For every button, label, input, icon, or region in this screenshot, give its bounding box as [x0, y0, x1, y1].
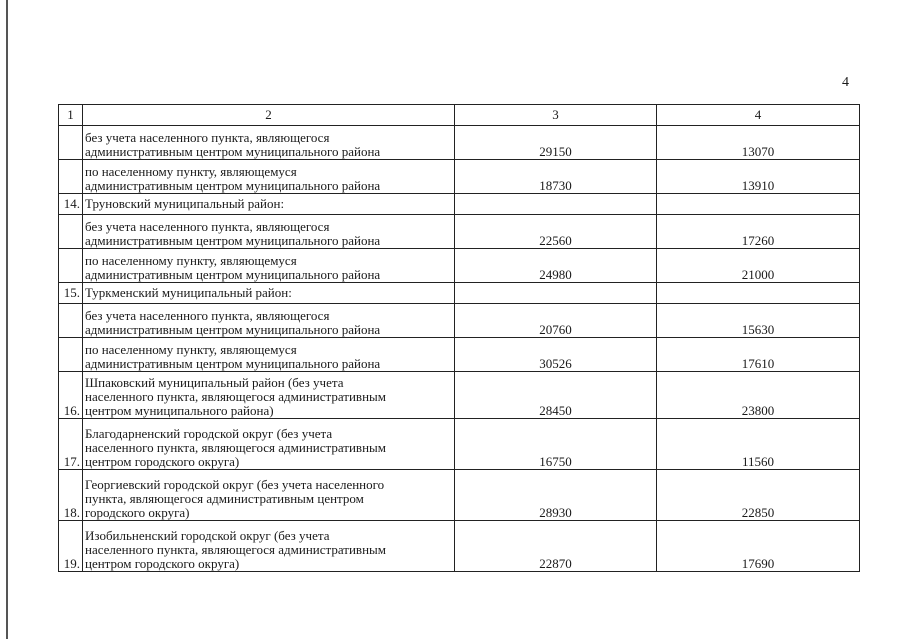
row-description-line: без учета населенного пункта, являющегося: [85, 308, 330, 323]
row-value-col-3: 22560: [455, 215, 657, 249]
row-description: [83, 372, 455, 419]
row-description-line: центром городского округа): [85, 556, 240, 571]
table-row: [59, 249, 860, 283]
row-description: [83, 419, 455, 470]
row-number: 15.: [59, 283, 83, 304]
row-number: [59, 304, 83, 338]
row-description-line: административным центром муниципального района: [85, 233, 381, 248]
header-col-3: 3: [455, 105, 657, 126]
row-value-col-4: 13070: [657, 126, 860, 160]
row-value-col-4: 11560: [657, 419, 860, 470]
row-value-col-4: 23800: [657, 372, 860, 419]
row-description: [83, 304, 455, 338]
row-value-col-3: [455, 283, 657, 304]
row-description-line: по населенному пункту, являющемуся: [85, 342, 297, 357]
header-col-2: 2: [83, 105, 455, 126]
row-value-col-4: 13910: [657, 160, 860, 194]
row-value-col-4: 17610: [657, 338, 860, 372]
row-value-col-3: 29150: [455, 126, 657, 160]
row-description-line: по населенному пункту, являющемуся: [85, 253, 297, 268]
table-row: [59, 419, 860, 470]
row-value-col-3: 18730: [455, 160, 657, 194]
row-description-line: Изобильненский городской округ (без учета: [85, 528, 330, 543]
row-description-line: Туркменский муниципальный район:: [85, 285, 292, 300]
row-value-col-3: 20760: [455, 304, 657, 338]
table-row: [59, 338, 860, 372]
row-description-line: центром городского округа): [85, 454, 240, 469]
row-description-line: административным центром муниципального района: [85, 356, 381, 371]
page-number: 4: [842, 75, 849, 90]
row-description-line: по населенному пункту, являющемуся: [85, 164, 297, 179]
header-col-4: 4: [657, 105, 860, 126]
row-value-col-3: 22870: [455, 521, 657, 572]
row-value-col-3: 28930: [455, 470, 657, 521]
row-description: [83, 249, 455, 283]
row-description-line: административным центром муниципального района: [85, 144, 381, 159]
table-row: [59, 160, 860, 194]
row-description: [83, 215, 455, 249]
row-description-line: центром муниципального района): [85, 403, 274, 418]
row-description: [83, 521, 455, 572]
row-description-line: без учета населенного пункта, являющегося: [85, 130, 330, 145]
table-row: [59, 521, 860, 572]
row-value-col-4: 15630: [657, 304, 860, 338]
row-value-col-4: [657, 194, 860, 215]
table-row: [59, 304, 860, 338]
row-number: [59, 215, 83, 249]
row-value-col-3: [455, 194, 657, 215]
table-row: [59, 283, 860, 304]
row-value-col-3: 16750: [455, 419, 657, 470]
row-number: 17.: [59, 419, 83, 470]
row-number: 14.: [59, 194, 83, 215]
row-description: [83, 470, 455, 521]
row-value-col-4: 17690: [657, 521, 860, 572]
row-description: [83, 126, 455, 160]
row-number: 16.: [59, 372, 83, 419]
table-header-row: [59, 105, 860, 126]
row-description-line: Шпаковский муниципальный район (без учета: [85, 375, 344, 390]
row-description: [83, 283, 455, 304]
row-description-line: населенного пункта, являющегося административным: [85, 389, 386, 404]
row-description-line: Труновский муниципальный район:: [85, 196, 285, 211]
row-value-col-4: [657, 283, 860, 304]
table-row: [59, 194, 860, 215]
row-value-col-4: 17260: [657, 215, 860, 249]
row-value-col-3: 30526: [455, 338, 657, 372]
row-description-line: административным центром муниципального района: [85, 267, 381, 282]
row-number: [59, 338, 83, 372]
row-description-line: населенного пункта, являющегося административным: [85, 440, 386, 455]
row-value-col-4: 22850: [657, 470, 860, 521]
row-description-line: пункта, являющегося административным центром: [85, 491, 364, 506]
row-description-line: административным центром муниципального района: [85, 178, 381, 193]
row-number: [59, 126, 83, 160]
row-description-line: без учета населенного пункта, являющегося: [85, 219, 330, 234]
row-number: [59, 249, 83, 283]
row-value-col-3: 28450: [455, 372, 657, 419]
row-description-line: административным центром муниципального района: [85, 322, 381, 337]
row-description-line: Благодарненский городской округ (без учета: [85, 426, 333, 441]
row-value-col-3: 24980: [455, 249, 657, 283]
table-row: [59, 470, 860, 521]
tariff-table: [58, 104, 860, 572]
row-value-col-4: 21000: [657, 249, 860, 283]
row-description: [83, 338, 455, 372]
row-number: 19.: [59, 521, 83, 572]
table-row: [59, 215, 860, 249]
row-number: [59, 160, 83, 194]
row-number: 18.: [59, 470, 83, 521]
row-description-line: населенного пункта, являющегося административным: [85, 542, 386, 557]
row-description: [83, 194, 455, 215]
table-row: [59, 126, 860, 160]
row-description-line: городского округа): [85, 505, 190, 520]
header-col-1: 1: [59, 105, 83, 126]
table-row: [59, 372, 860, 419]
row-description-line: Георгиевский городской округ (без учета населенного: [85, 477, 385, 492]
scan-edge: [6, 0, 8, 639]
row-description: [83, 160, 455, 194]
